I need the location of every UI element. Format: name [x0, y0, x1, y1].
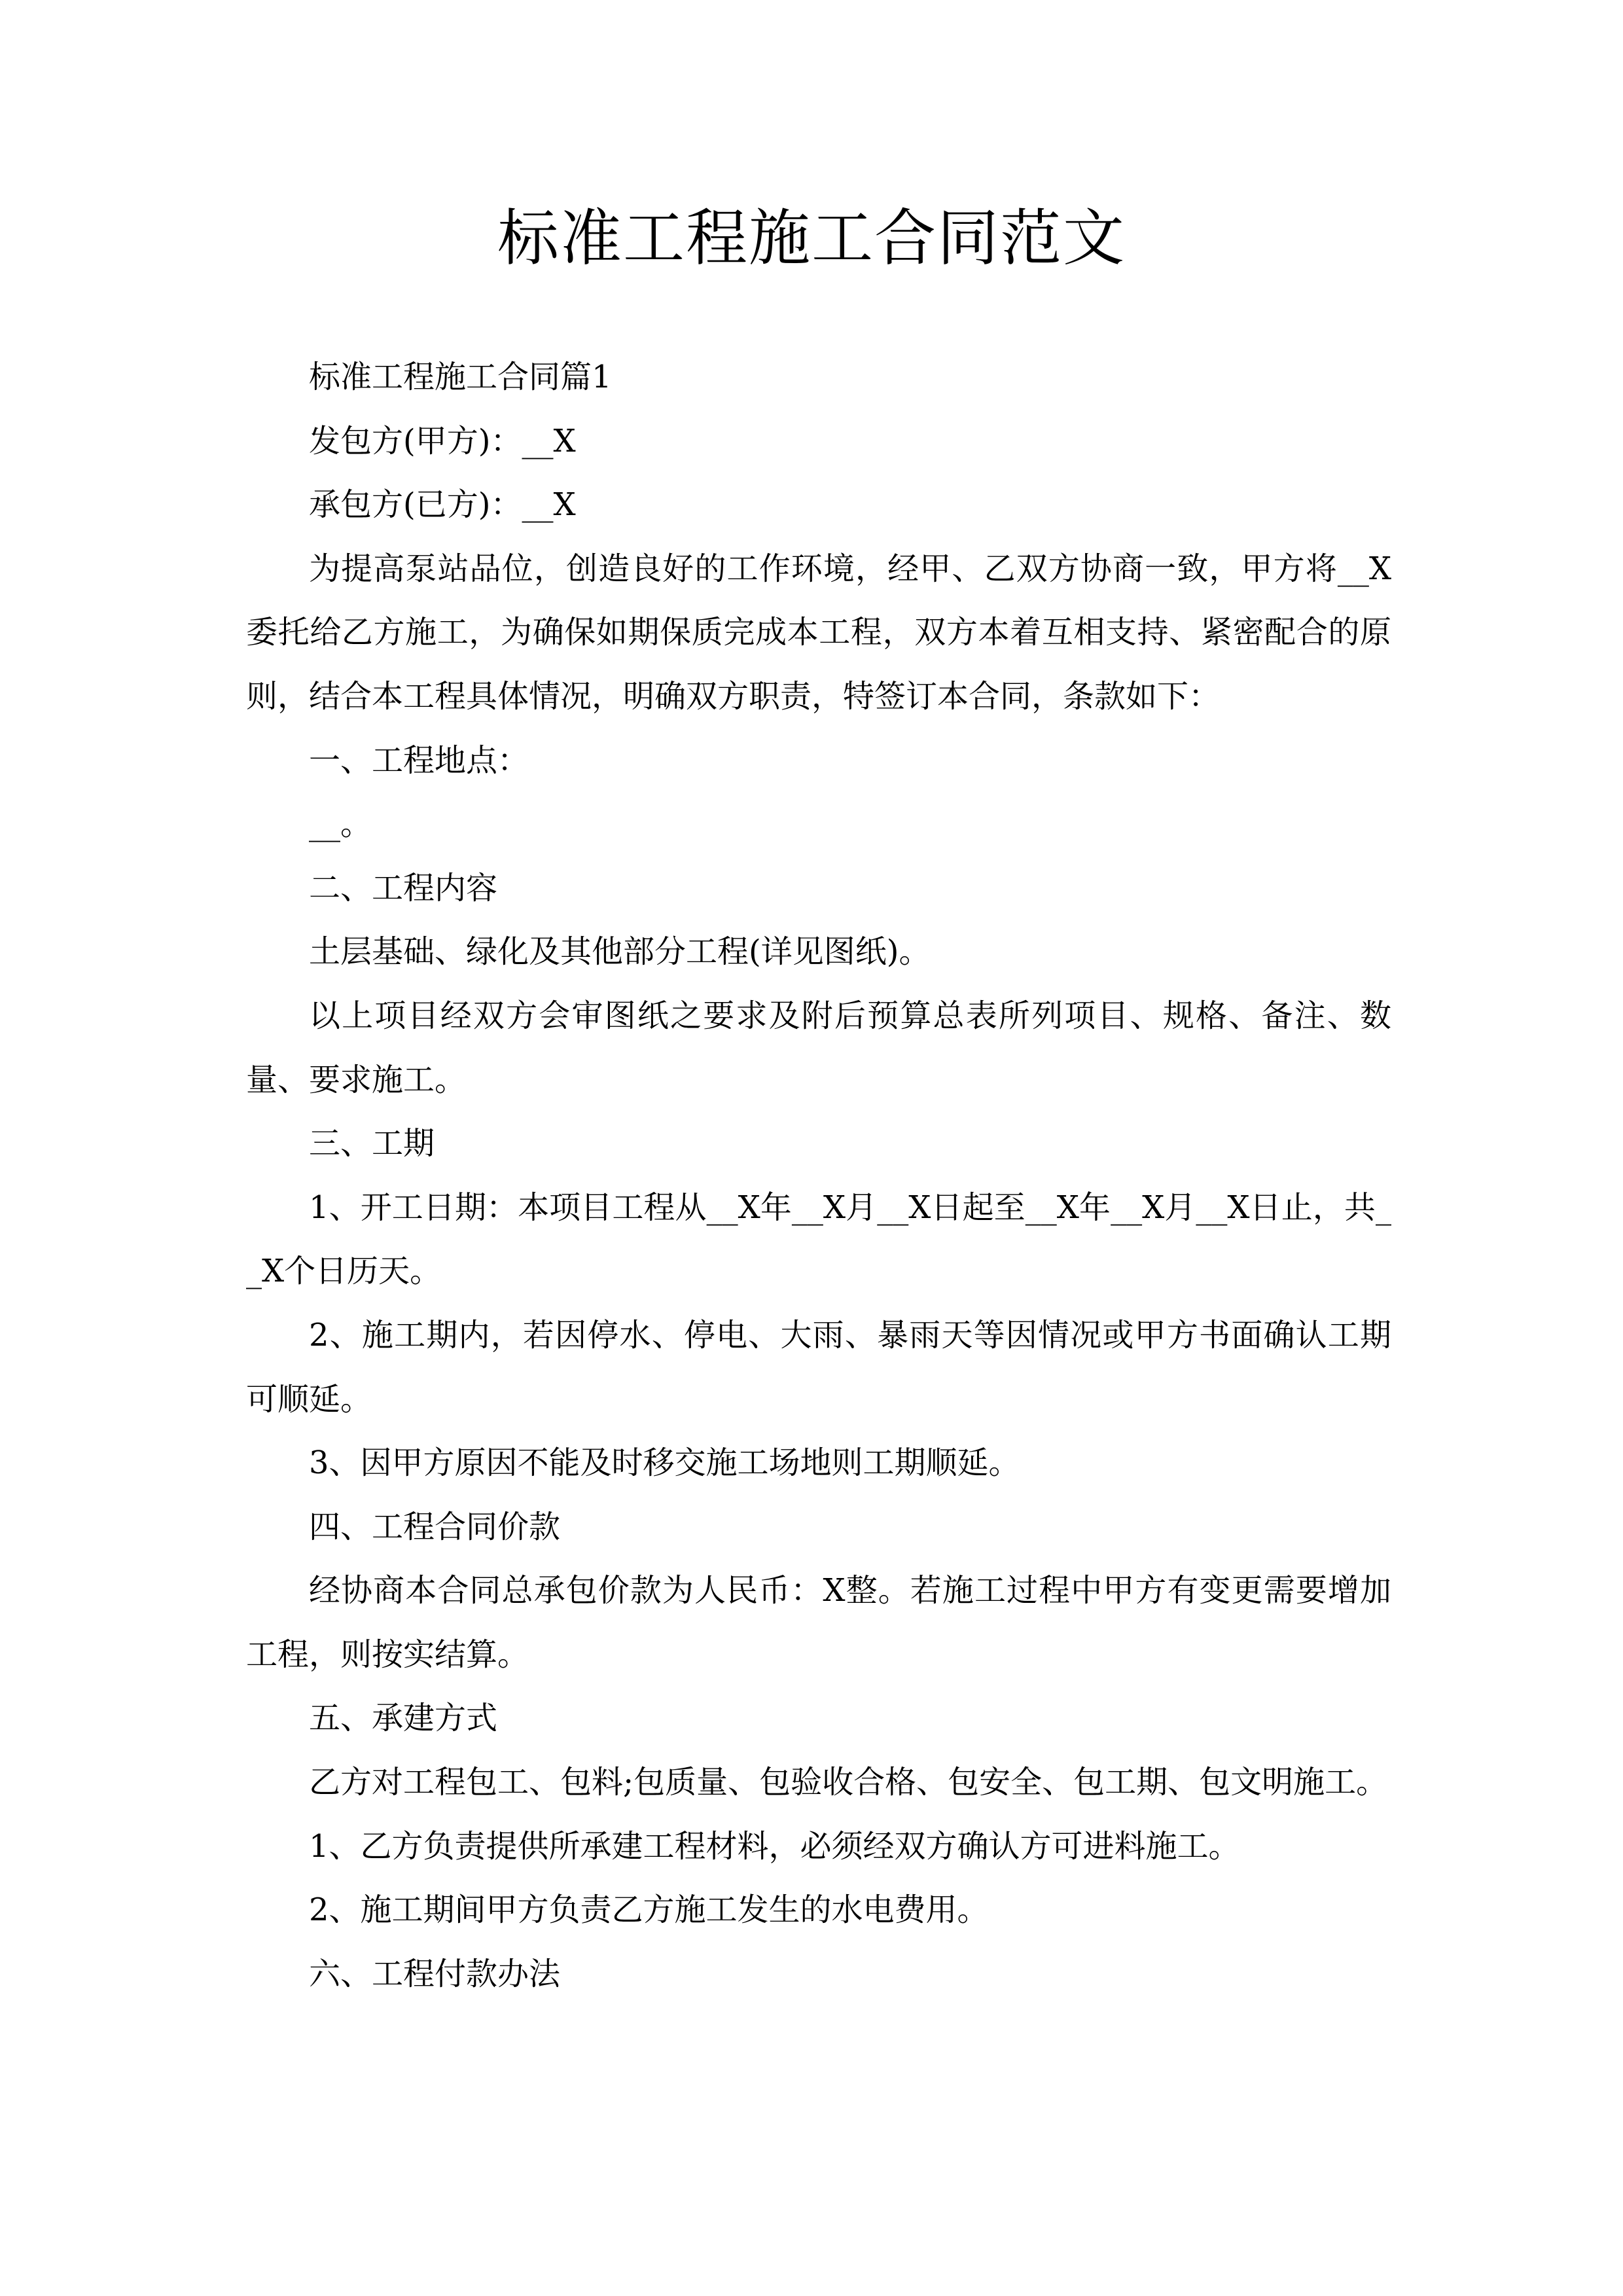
- schedule-item-3: 3、因甲方原因不能及时移交施工场地则工期顺延。: [309, 1444, 1020, 1482]
- preamble-paragraph: 为提高泵站品位，创造良好的工作环境，经甲、乙双方协商一致，甲方将__X委托给乙方施工，为确保如期保质完成本工程，双方本着互相支持、紧密配合的原则，结合本工程具体情况，明确双方职责，特签订本合同，条款如下：: [246, 550, 1391, 715]
- section-heading-location: 一、工程地点：: [309, 742, 529, 779]
- method-item-2: 2、施工期间甲方负责乙方施工发生的水电费用。: [309, 1892, 989, 1929]
- party-a-line: 发包方(甲方)：__X: [309, 422, 576, 459]
- document-body: [246, 346, 1391, 2006]
- section-heading-payment: 六、工程付款办法: [309, 1955, 561, 1992]
- content-requirements-paragraph: 以上项目经双方会审图纸之要求及附后预算总表所列项目、规格、备注、数量、要求施工。: [246, 997, 1391, 1098]
- location-value: __。: [309, 806, 372, 843]
- price-paragraph: 经协商本合同总承包价款为人民币：X整。若施工过程中甲方有变更需要增加工程，则按实结算。: [246, 1572, 1391, 1673]
- party-b-line: 承包方(已方)：__X: [309, 486, 576, 524]
- section-heading-method: 五、承建方式: [309, 1700, 498, 1737]
- method-paragraph: 乙方对工程包工、包料;包质量、包验收合格、包安全、包工期、包文明施工。: [309, 1764, 1388, 1801]
- content-paragraph: 土层基础、绿化及其他部分工程(详见图纸)。: [309, 933, 931, 971]
- section-heading-content: 二、工程内容: [309, 869, 498, 906]
- section-heading-schedule: 三、工期: [309, 1125, 435, 1162]
- method-item-1: 1、乙方负责提供所承建工程材料，必须经双方确认方可进料施工。: [309, 1827, 1240, 1865]
- schedule-item-2: 2、施工期内，若因停水、停电、大雨、暴雨天等因情况或甲方书面确认工期可顺延。: [246, 1316, 1391, 1418]
- contract-subtitle: 标准工程施工合同篇1: [309, 359, 612, 395]
- schedule-item-1: 1、开工日期：本项目工程从__X年__X月__X日起至__X年__X月__X日止，共__X个日历天。: [246, 1189, 1391, 1290]
- document-title: 标准工程施工合同范文: [497, 203, 1126, 274]
- section-heading-price: 四、工程合同价款: [309, 1508, 561, 1545]
